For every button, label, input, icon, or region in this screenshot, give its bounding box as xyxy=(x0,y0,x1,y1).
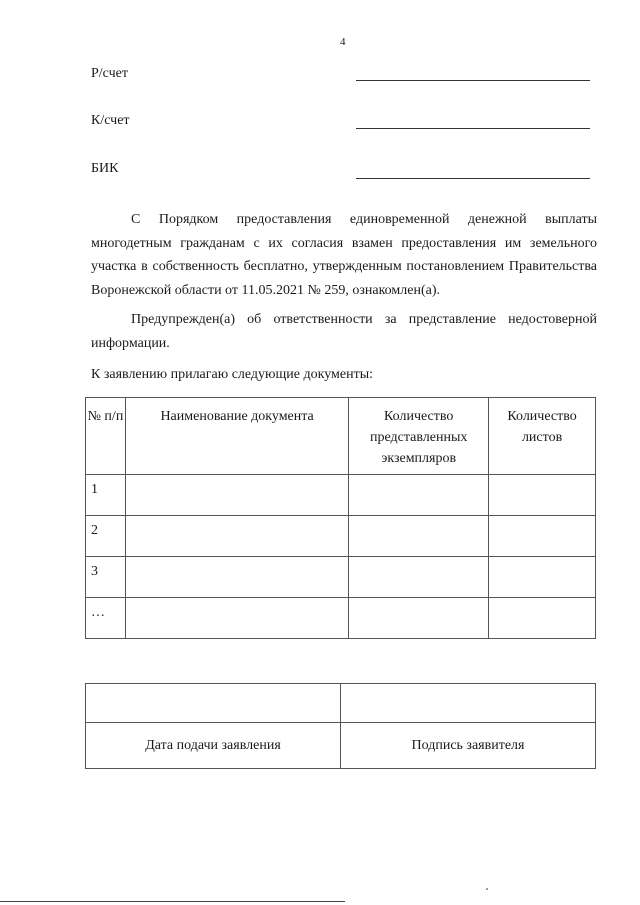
table-row xyxy=(86,516,596,557)
documents-intro: К заявлению прилагаю следующие документы: xyxy=(91,367,374,382)
sheets-cell[interactable] xyxy=(489,557,596,598)
date-field[interactable] xyxy=(86,684,341,723)
table-row xyxy=(86,598,596,639)
signature-field[interactable] xyxy=(341,684,596,723)
warning-paragraph: Предупрежден(а) об ответственности за представление недостоверной информации. xyxy=(91,312,597,351)
row-number: … xyxy=(86,598,126,639)
field-line-bik[interactable] xyxy=(356,178,590,179)
header-sheets-count: Количество листов xyxy=(489,398,596,475)
row-number: 2 xyxy=(86,516,126,557)
signature-table xyxy=(85,683,596,769)
field-label-bik: БИК xyxy=(91,161,119,176)
field-line-rschet[interactable] xyxy=(356,80,590,81)
date-caption: Дата подачи заявления xyxy=(86,723,341,769)
document-name-cell[interactable] xyxy=(125,598,348,639)
document-name-cell[interactable] xyxy=(125,475,348,516)
scan-speck xyxy=(486,888,488,890)
documents-table xyxy=(85,397,596,639)
table-row xyxy=(86,475,596,516)
document-name-cell[interactable] xyxy=(125,557,348,598)
copies-cell[interactable] xyxy=(349,598,489,639)
field-line-kschet[interactable] xyxy=(356,128,590,129)
field-label-rschet: Р/счет xyxy=(91,66,128,81)
bottom-rule xyxy=(0,901,345,902)
procedure-paragraph: С Порядком предоставления единовременной денежной выплаты многодетным гражданам с их согласия взамен предоставления им земельного участка в собственность бесплатно, утвержденным постановлением Правительства Воронежской области от 11.05.2021 № 259, ознакомлен(а). xyxy=(91,212,597,298)
signature-caption: Подпись заявителя xyxy=(341,723,596,769)
header-document-name: Наименование документа xyxy=(125,398,348,475)
sheets-cell[interactable] xyxy=(489,516,596,557)
table-row xyxy=(86,557,596,598)
copies-cell[interactable] xyxy=(349,475,489,516)
header-number: № п/п xyxy=(86,398,126,475)
row-number: 3 xyxy=(86,557,126,598)
sheets-cell[interactable] xyxy=(489,475,596,516)
sheets-cell[interactable] xyxy=(489,598,596,639)
table-header-row xyxy=(86,398,596,475)
row-number: 1 xyxy=(86,475,126,516)
document-name-cell[interactable] xyxy=(125,516,348,557)
page-number: 4 xyxy=(340,36,346,48)
copies-cell[interactable] xyxy=(349,557,489,598)
header-copies-count: Количество представленных экземпляров xyxy=(349,398,489,475)
copies-cell[interactable] xyxy=(349,516,489,557)
field-label-kschet: К/счет xyxy=(91,113,130,128)
